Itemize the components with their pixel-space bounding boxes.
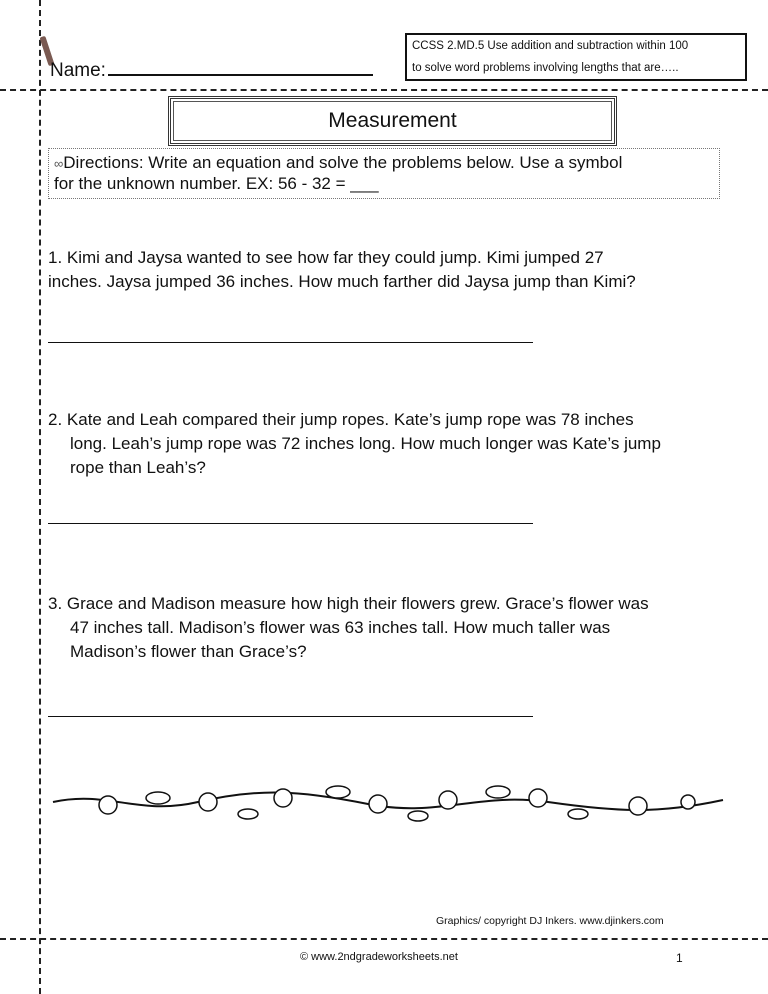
problem-text: 1. Kimi and Jaysa wanted to see how far they could jump. Kimi jumped 27 (48, 248, 604, 267)
glasses-icon: ∞ (54, 156, 64, 171)
cut-line-top (0, 89, 768, 91)
directions-text-2: for the unknown number. EX: 56 - 32 = ___ (54, 174, 379, 193)
problem-text: 2. Kate and Leah compared their jump ropes. Kate’s jump rope was 78 inches (48, 410, 634, 429)
page-number: 1 (676, 951, 683, 965)
standard-text-2: to solve word problems involving lengths that are….. (412, 62, 679, 74)
flower-border-icon (48, 780, 728, 850)
directions-text-1: Directions: Write an equation and solve the problems below. Use a symbol (63, 153, 623, 172)
problem-3 (48, 592, 728, 664)
cut-line-bottom (0, 938, 768, 940)
problem-2 (48, 408, 728, 480)
problem-text: 3. Grace and Madison measure how high their flowers grew. Grace’s flower was (48, 594, 649, 613)
answer-line-2[interactable] (48, 523, 533, 524)
problem-text: inches. Jaysa jumped 36 inches. How much farther did Jaysa jump than Kimi? (48, 272, 636, 291)
answer-line-1[interactable] (48, 342, 533, 343)
name-field[interactable] (50, 56, 373, 82)
title-box (168, 96, 617, 146)
graphics-credit: Graphics/ copyright DJ Inkers. www.djinkers.com (436, 915, 664, 927)
directions-box (48, 148, 720, 199)
name-label: Name: (50, 60, 106, 81)
problem-text: rope than Leah’s? (70, 458, 206, 477)
problem-text: long. Leah’s jump rope was 72 inches long. How much longer was Kate’s jump (70, 434, 661, 453)
problem-text: 47 inches tall. Madison’s flower was 63 inches tall. How much taller was (70, 618, 611, 637)
standard-box (405, 33, 747, 81)
page-title: Measurement (328, 109, 457, 132)
problem-1 (48, 246, 728, 294)
cut-line-vertical (39, 0, 41, 994)
name-line[interactable] (108, 56, 373, 76)
standard-text-1: CCSS 2.MD.5 Use addition and subtraction within 100 (412, 40, 689, 52)
site-credit: © www.2ndgradeworksheets.net (300, 951, 458, 963)
answer-line-3[interactable] (48, 716, 533, 717)
problem-text: Madison’s flower than Grace’s? (70, 642, 307, 661)
